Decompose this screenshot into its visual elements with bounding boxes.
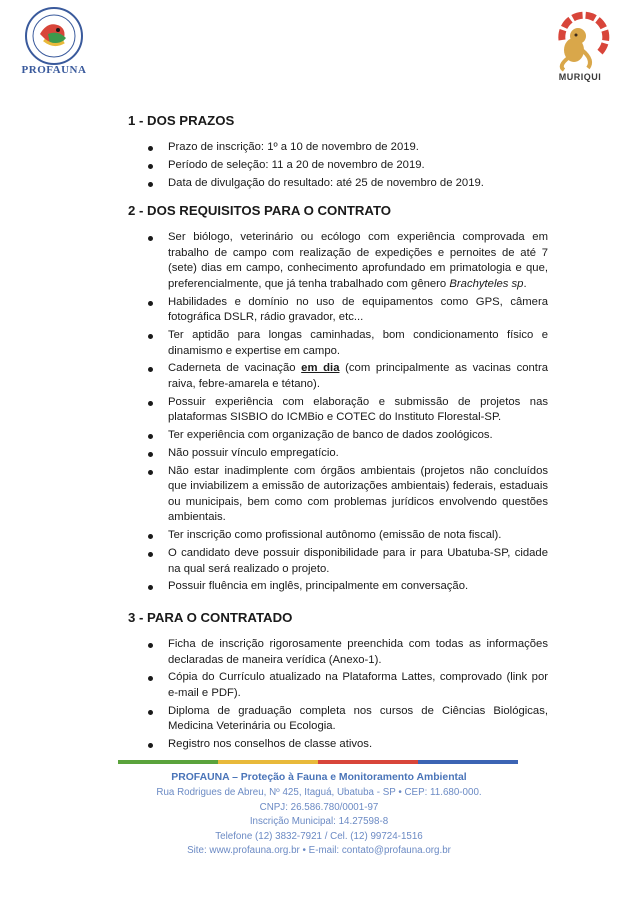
list-item: Período de seleção: 11 a 20 de novembro de 2019.	[128, 158, 548, 174]
footer-phone: Telefone (12) 3832-7921 / Cel. (12) 99724-1516	[215, 830, 423, 842]
bullet-icon	[148, 676, 153, 681]
footer-address: Rua Rodrigues de Abreu, Nº 425, Itaguá, Ubatuba - SP • CEP: 11.680-000.	[156, 787, 482, 798]
section-title-prazos: 1 - DOS PRAZOS	[128, 113, 235, 128]
bullet-icon	[148, 146, 153, 151]
footer-org-name: PROFAUNA – Proteção à Fauna e Monitoramento Ambiental	[171, 772, 467, 783]
contratado-list	[128, 637, 548, 753]
list-item: Registro nos conselhos de classe ativos.	[128, 737, 548, 753]
footer-bar-red	[318, 760, 418, 764]
bullet-icon	[148, 164, 153, 169]
list-item: Ter inscrição como profissional autônomo (emissão de nota fiscal).	[128, 528, 548, 544]
muriqui-monkey-icon	[548, 10, 612, 72]
bullet-icon	[148, 334, 153, 339]
bullet-icon	[148, 552, 153, 557]
list-item: O candidato deve possuir disponibilidade para ir para Ubatuba-SP, cidade na qual será realizado o projeto.	[128, 546, 548, 577]
section-prazos	[128, 112, 548, 193]
profauna-logo-text: PROFAUNA	[21, 64, 87, 76]
list-item: Ter experiência com organização de banco de dados zoológicos.	[128, 428, 548, 444]
footer-cnpj: CNPJ: 26.586.780/0001-97	[259, 801, 379, 813]
bullet-icon	[148, 434, 153, 439]
bullet-icon	[148, 534, 153, 539]
bullet-icon	[148, 643, 153, 648]
footer-bar-yellow	[218, 760, 318, 764]
bullet-icon	[148, 182, 153, 187]
footer-bar-green	[118, 760, 218, 764]
list-item: Cópia do Currículo atualizado na Plataforma Lattes, comprovado (link por e-mail e PDF).	[128, 670, 548, 701]
list-item: Possuir fluência em inglês, principalmente em conversação.	[128, 579, 548, 595]
list-item: Ter aptidão para longas caminhadas, bom condicionamento físico e dinamismo e expertise em campo.	[128, 328, 548, 359]
list-item: Ficha de inscrição rigorosamente preenchida com todas as informações declaradas de maneira verídica (Anexo-1).	[128, 637, 548, 668]
list-item: Ser biólogo, veterinário ou ecólogo com experiência comprovada em trabalho de campo com realização de expedições e pernoites de até 7 (sete) dias em campo, conhecimento aprofundado em primatologia e que, preferencialmente, que já tenha trabalhado com gênero Brachyteles sp.	[128, 230, 548, 292]
list-item: Possuir experiência com elaboração e submissão de projetos nas plataformas SISBIO do ICMBio e COTEC do Instituto Florestal-SP.	[128, 395, 548, 426]
bullet-icon	[148, 401, 153, 406]
list-item: Diploma de graduação completa nos cursos de Ciências Biológicas, Medicina Veterinária ou Ecologia.	[128, 704, 548, 735]
list-item: Não estar inadimplente com órgãos ambientais (projetos não concluídos que inviabilizem a emissão de autorizações ambientais) federais, estaduais ou municipais, bem como com problemas jurídicos envolvendo questões ambientais.	[128, 464, 548, 526]
footer-site[interactable]: Site: www.profauna.org.br • E-mail: contato@profauna.org.br	[187, 845, 451, 857]
section-title-contratado: 3 - PARA O CONTRATADO	[128, 610, 293, 625]
bullet-icon	[148, 367, 153, 372]
list-item: Prazo de inscrição: 1º a 10 de novembro de 2019.	[128, 140, 548, 156]
list-item: Habilidades e domínio no uso de equipamentos como GPS, câmera fotográfica DSLR, rádio gravador, etc...	[128, 295, 548, 326]
bullet-icon	[148, 452, 153, 457]
bullet-icon	[148, 470, 153, 475]
prazos-list	[128, 140, 548, 191]
bullet-icon	[148, 710, 153, 715]
muriqui-logo	[548, 10, 612, 100]
section-requisitos	[128, 202, 548, 597]
bullet-icon	[148, 743, 153, 748]
requisitos-list	[128, 230, 548, 595]
bullet-icon	[148, 301, 153, 306]
footer-inscricao: Inscrição Municipal: 14.27598-8	[249, 816, 389, 828]
profauna-logo	[14, 4, 94, 84]
footer-bar-blue	[418, 760, 518, 764]
muriqui-logo-text: MURIQUI	[558, 72, 602, 82]
section-contratado	[128, 609, 548, 755]
footer	[0, 770, 638, 859]
bullet-icon	[148, 585, 153, 590]
list-item: Caderneta de vacinação em dia (com principalmente as vacinas contra raiva, febre-amarela e tétano).	[128, 361, 548, 392]
list-item: Data de divulgação do resultado: até 25 de novembro de 2019.	[128, 176, 548, 192]
bullet-icon	[148, 236, 153, 241]
list-item: Não possuir vínculo empregatício.	[128, 446, 548, 462]
section-title-requisitos: 2 - DOS REQUISITOS PARA O CONTRATO	[128, 203, 392, 218]
